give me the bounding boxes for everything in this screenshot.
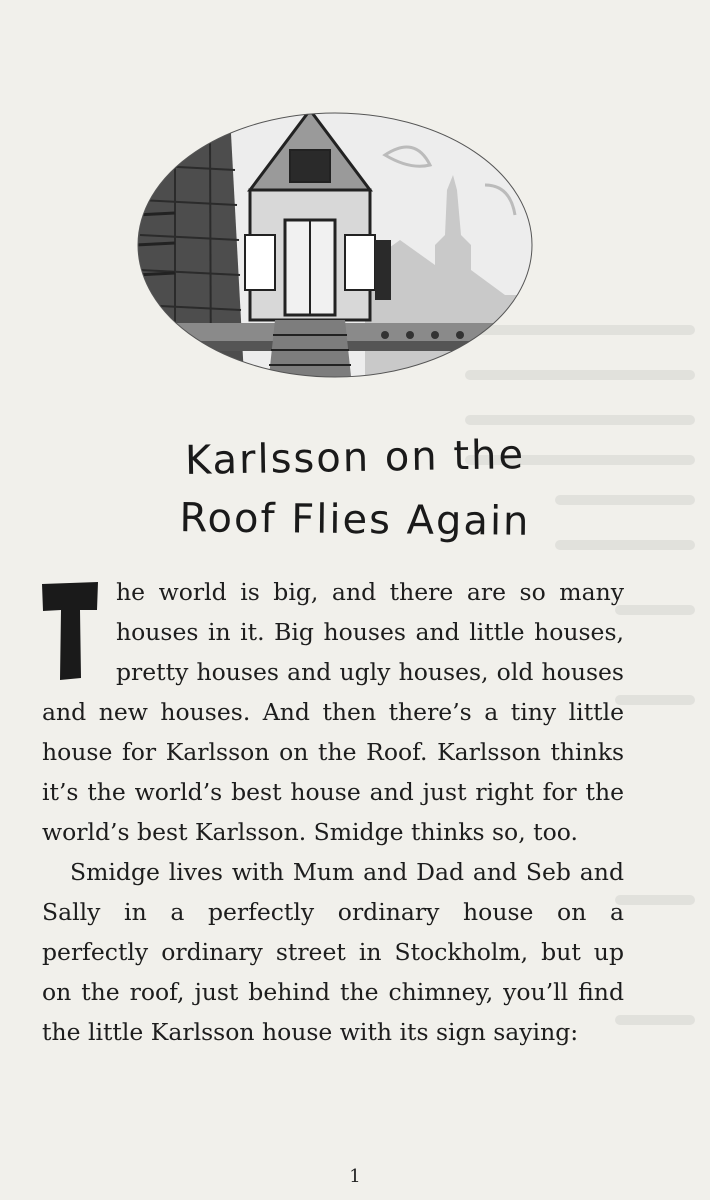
paragraph-1-text: he world is big, and there are so many houses in it. Big houses and little houses, pretty houses and ugly houses, old houses and new houses. And then there’s a tiny little house for Karlsson on the Roof. Karlsson thinks it’s the world’s best house and just right for the world’s best Karlsson. Smidge thinks so, too. bbox=[42, 578, 624, 846]
paragraph-2: Smidge lives with Mum and Dad and Seb and Sally in a perfectly ordinary house on a perfectly ordinary street in Stockholm, but up on the roof, just behind the chimney, you’ll find the little Karlsson house with its sign saying: bbox=[42, 858, 624, 1046]
house-on-roof-illustration bbox=[135, 95, 535, 395]
paragraph-1 bbox=[42, 572, 624, 852]
page-number: 1 bbox=[349, 1166, 361, 1187]
drop-cap-letter-shape bbox=[40, 580, 100, 682]
chapter-title-line-1: Karlsson on the bbox=[184, 432, 526, 484]
chapter-title-line-2: Roof Flies Again bbox=[179, 495, 531, 545]
chapter-body bbox=[42, 572, 624, 1052]
drop-cap bbox=[40, 580, 100, 682]
